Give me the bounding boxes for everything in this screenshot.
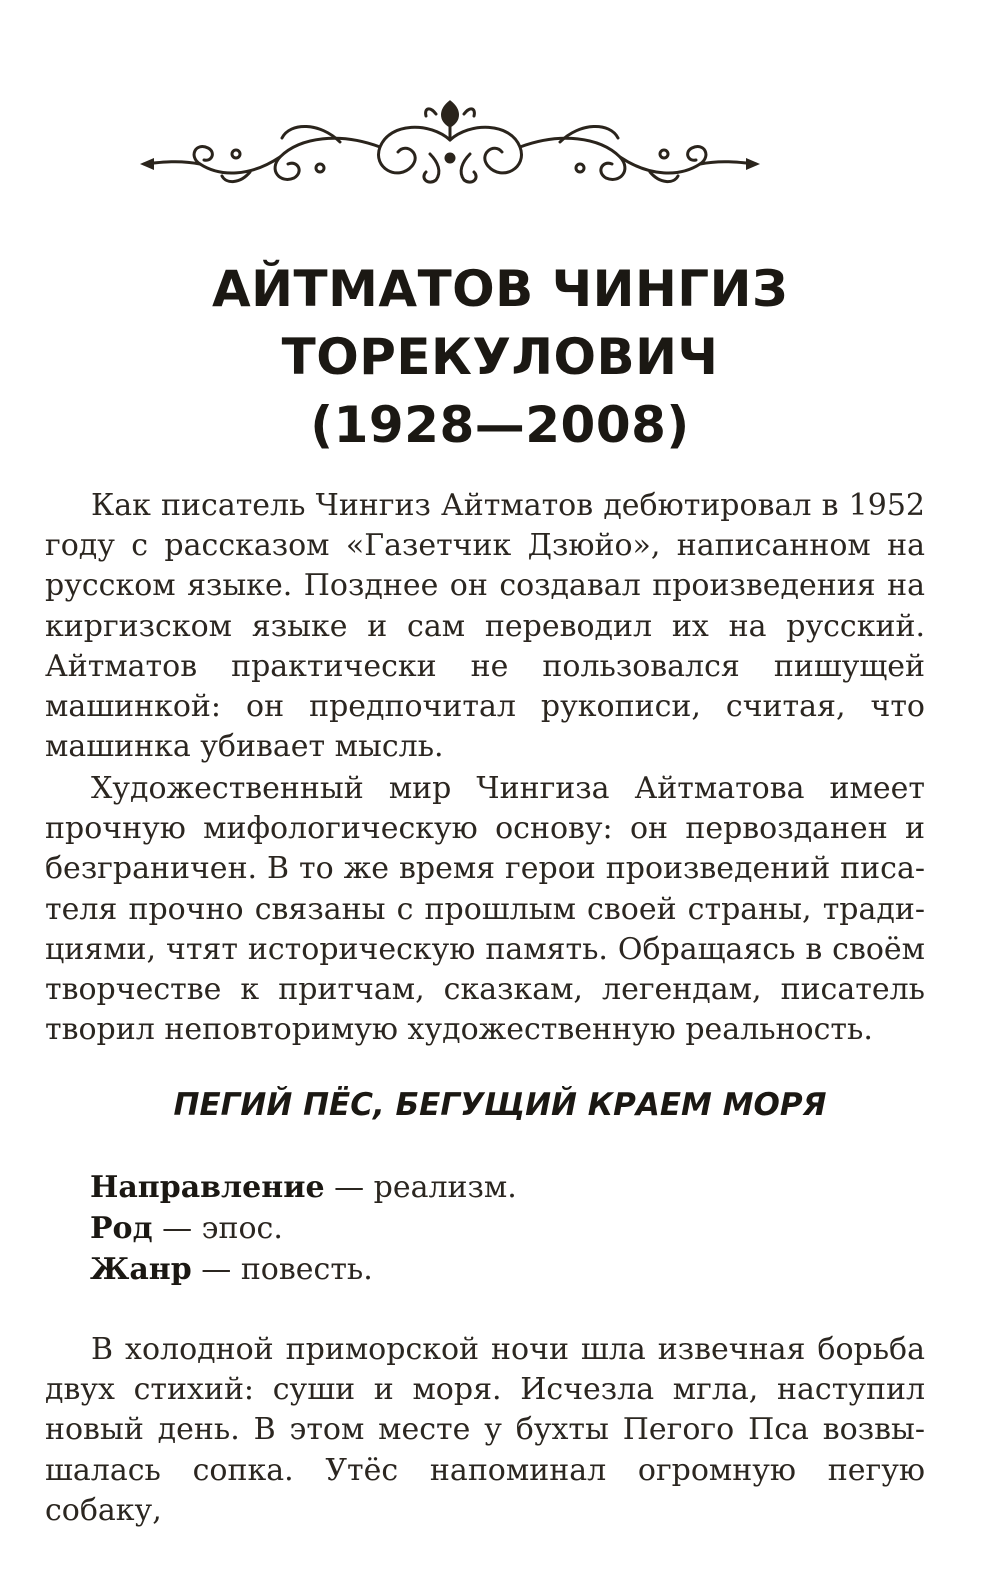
fact-value: эпос.: [201, 1211, 283, 1246]
fact-genre: [90, 1249, 517, 1290]
work-title: ПЕГИЙ ПЁС, БЕГУЩИЙ КРАЕМ МОРЯ: [173, 1087, 827, 1123]
fact-value: реализм.: [373, 1170, 517, 1205]
summary-paragraph: В холодной приморской ночи шла извечная борьба двух стихий: суши и моря. Исчезла мгла, наступил новый день. В этом месте у бухты Пегого Пса возвышалась сопка. Утёс напоминал огромную пегую собаку,: [45, 1332, 925, 1528]
decorative-flourish-icon: [140, 92, 760, 202]
intro-paragraph-2: Художественный мир Чингиза Айтматова имеет прочную мифологическую основу: он первозданен и безграничен. В то же время герои произведений писателя прочно связаны с прошлым своей страны, традициями, чтят историческую память. Обращаясь в своём творчестве к притчам, сказкам, легендам, писатель творил неповторимую художественную реальность.: [45, 771, 925, 1048]
fact-separator: —: [324, 1170, 374, 1205]
fact-label: Жанр: [90, 1252, 192, 1287]
fact-direction: [90, 1167, 517, 1208]
fact-label: Направление: [90, 1170, 325, 1205]
intro-paragraph-1: Как писатель Чингиз Айтматов дебютировал в 1952 году с рассказом «Газетчик Дзюйо», написанном на русском языке. Позднее он создавал произведения на киргизском языке и сам переводил их на русский. Айтматов практически не пользовался пишущей машинкой: он предпочитал рукописи, считая, что машинка убивает мысль.: [45, 488, 925, 765]
author-heading: [80, 255, 920, 459]
fact-label: Род: [90, 1211, 153, 1246]
work-facts: [90, 1167, 517, 1290]
fact-separator: —: [152, 1211, 202, 1246]
fact-separator: —: [191, 1252, 241, 1287]
author-heading-line1: АЙТМАТОВ ЧИНГИЗ: [211, 260, 789, 318]
author-heading-line2: ТОРЕКУЛОВИЧ: [281, 328, 719, 386]
fact-kind: [90, 1208, 517, 1249]
author-lifespan: (1928—2008): [310, 396, 690, 454]
fact-value: повесть.: [240, 1252, 373, 1287]
